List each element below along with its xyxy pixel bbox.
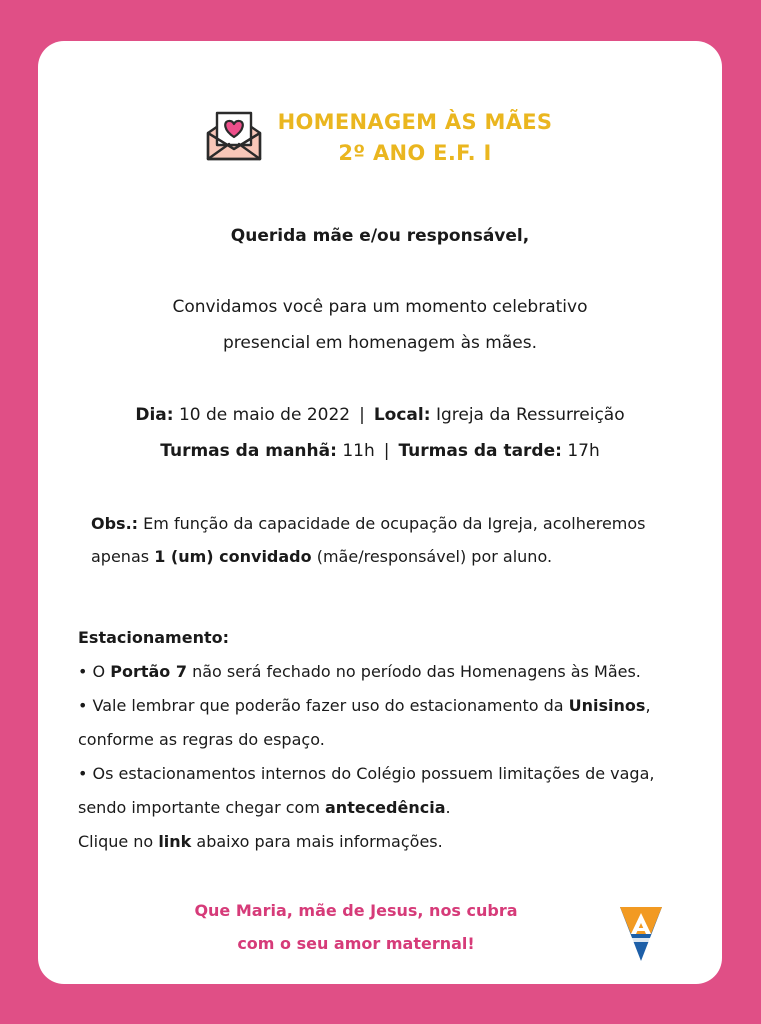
- item-3-line-1: Os estacionamentos internos do Colégio possuem limitações de vaga,: [92, 764, 655, 783]
- title-line-2: 2º ANO E.F. I: [338, 141, 492, 165]
- school-logo: [620, 907, 662, 961]
- parking-item-1: [78, 655, 713, 689]
- invitation-line-1: Convidamos você para um momento celebrativo: [172, 297, 588, 317]
- header: [38, 107, 722, 187]
- event-times: [38, 439, 722, 463]
- item-3-pre: sendo importante chegar com: [78, 798, 320, 817]
- page-title: [270, 107, 560, 169]
- obs-note: [91, 507, 701, 573]
- obs-label: Obs.:: [91, 514, 139, 533]
- item-2-post: ,: [645, 696, 651, 715]
- day-value: 10 de maio de 2022: [178, 405, 351, 425]
- link-line: [78, 825, 713, 859]
- link-post: abaixo para mais informações.: [196, 832, 443, 851]
- parking-item-2: [78, 689, 713, 723]
- title-line-1: HOMENAGEM ÀS MÃES: [277, 110, 553, 134]
- greeting: Querida mãe e/ou responsável,: [230, 226, 530, 246]
- item-2-bold: Unisinos: [568, 696, 646, 715]
- obs-text-2-pre: apenas: [91, 547, 150, 566]
- link-word: link: [158, 832, 192, 851]
- obs-text-1: Em função da capacidade de ocupação da Igreja, acolheremos: [143, 514, 646, 533]
- obs-line-2: [91, 540, 701, 573]
- invitation-card: [38, 41, 722, 984]
- item-2-pre: Vale lembrar que poderão fazer uso do estacionamento da: [92, 696, 564, 715]
- invitation-line-2: presencial em homenagem às mães.: [223, 333, 537, 353]
- bullet: •: [78, 764, 88, 783]
- separator: |: [359, 405, 365, 425]
- obs-line-1: [91, 507, 701, 540]
- item-1-pre: O: [92, 662, 106, 681]
- closing-line-1: Que Maria, mãe de Jesus, nos cubra: [194, 901, 518, 920]
- afternoon-value: 17h: [567, 441, 600, 461]
- item-1-post: não será fechado no período das Homenagens às Mães.: [192, 662, 641, 681]
- parking-title: Estacionamento:: [78, 628, 229, 647]
- link-pre: Clique no: [78, 832, 154, 851]
- obs-text-2-bold: 1 (um) convidado: [154, 547, 312, 566]
- bullet: •: [78, 662, 88, 681]
- envelope-heart-icon: [204, 111, 264, 163]
- afternoon-label: Turmas da tarde:: [398, 441, 562, 461]
- parking-item-2-line-2: conforme as regras do espaço.: [78, 730, 325, 749]
- item-3-post: .: [445, 798, 451, 817]
- place-label: Local:: [373, 405, 431, 425]
- parking-item-3-line-2: [78, 791, 713, 825]
- morning-label: Turmas da manhã:: [160, 441, 337, 461]
- bullet: •: [78, 696, 88, 715]
- separator: |: [383, 441, 390, 461]
- parking-item-3: [78, 757, 713, 791]
- item-3-bold: antecedência: [325, 798, 446, 817]
- parking-section: [78, 621, 713, 859]
- morning-value: 11h: [342, 441, 375, 461]
- event-date-place: [38, 403, 722, 427]
- day-label: Dia:: [135, 405, 174, 425]
- obs-text-2-post: (mãe/responsável) por aluno.: [316, 547, 553, 566]
- item-1-bold: Portão 7: [110, 662, 187, 681]
- closing-line-2: com o seu amor maternal!: [237, 934, 475, 953]
- closing-message: [176, 894, 536, 960]
- place-value: Igreja da Ressurreição: [435, 405, 625, 425]
